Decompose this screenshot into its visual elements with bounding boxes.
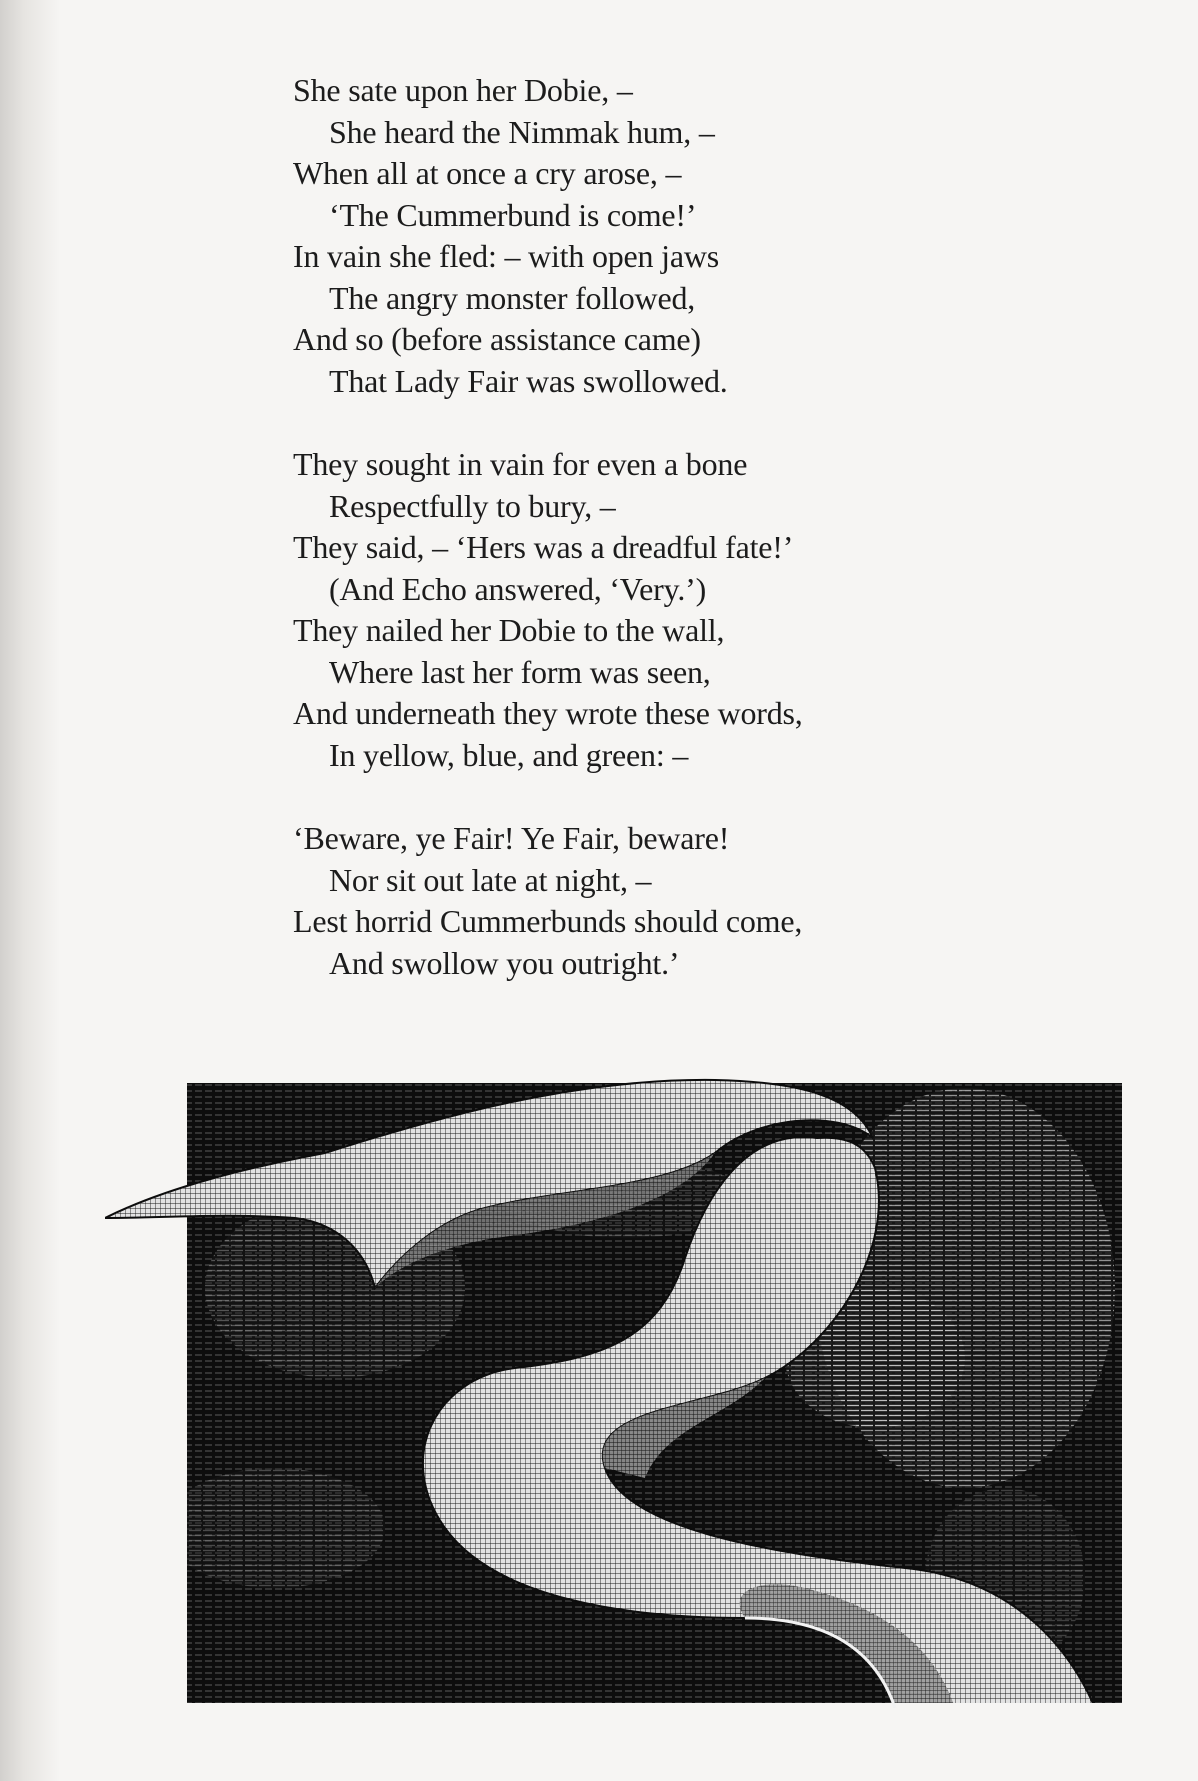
poem-line: ‘The Cummerbund is come!’ [329,196,697,233]
poem-line: In vain she fled: – with open jaws [293,238,719,274]
poem-line: And swollow you outright.’ [329,944,680,981]
stanza-1 [293,70,933,402]
page-gutter-shadow [0,0,60,1781]
poem-line: Respectfully to bury, – [329,487,616,524]
engraving-svg [105,1058,1125,1708]
poem-line: (And Echo answered, ‘Very.’) [329,570,707,607]
poem-line: They sought in vain for even a bone [293,446,748,482]
poem-line: She sate upon her Dobie, – [293,72,633,108]
poem-line: They nailed her Dobie to the wall, [293,612,725,648]
poem-line: And underneath they wrote these words, [293,695,803,731]
poem-line: When all at once a cry arose, – [293,155,682,191]
poem-line: She heard the Nimmak hum, – [329,113,715,150]
poem-line: Lest horrid Cummerbunds should come, [293,903,803,939]
stanza-3 [293,818,933,984]
poem-line: In yellow, blue, and green: – [329,736,689,773]
poem-line: The angry monster followed, [329,279,696,316]
poem-line: That Lady Fair was swollowed. [329,362,728,399]
poem [293,70,933,1026]
cummerbund-illustration [105,1058,1125,1708]
poem-line: ‘Beware, ye Fair! Ye Fair, beware! [293,820,730,856]
poem-line: And so (before assistance came) [293,321,701,357]
poem-line: They said, – ‘Hers was a dreadful fate!’ [293,529,794,565]
poem-line: Where last her form was seen, [329,653,711,690]
stanza-2 [293,444,933,776]
poem-line: Nor sit out late at night, – [329,861,652,898]
